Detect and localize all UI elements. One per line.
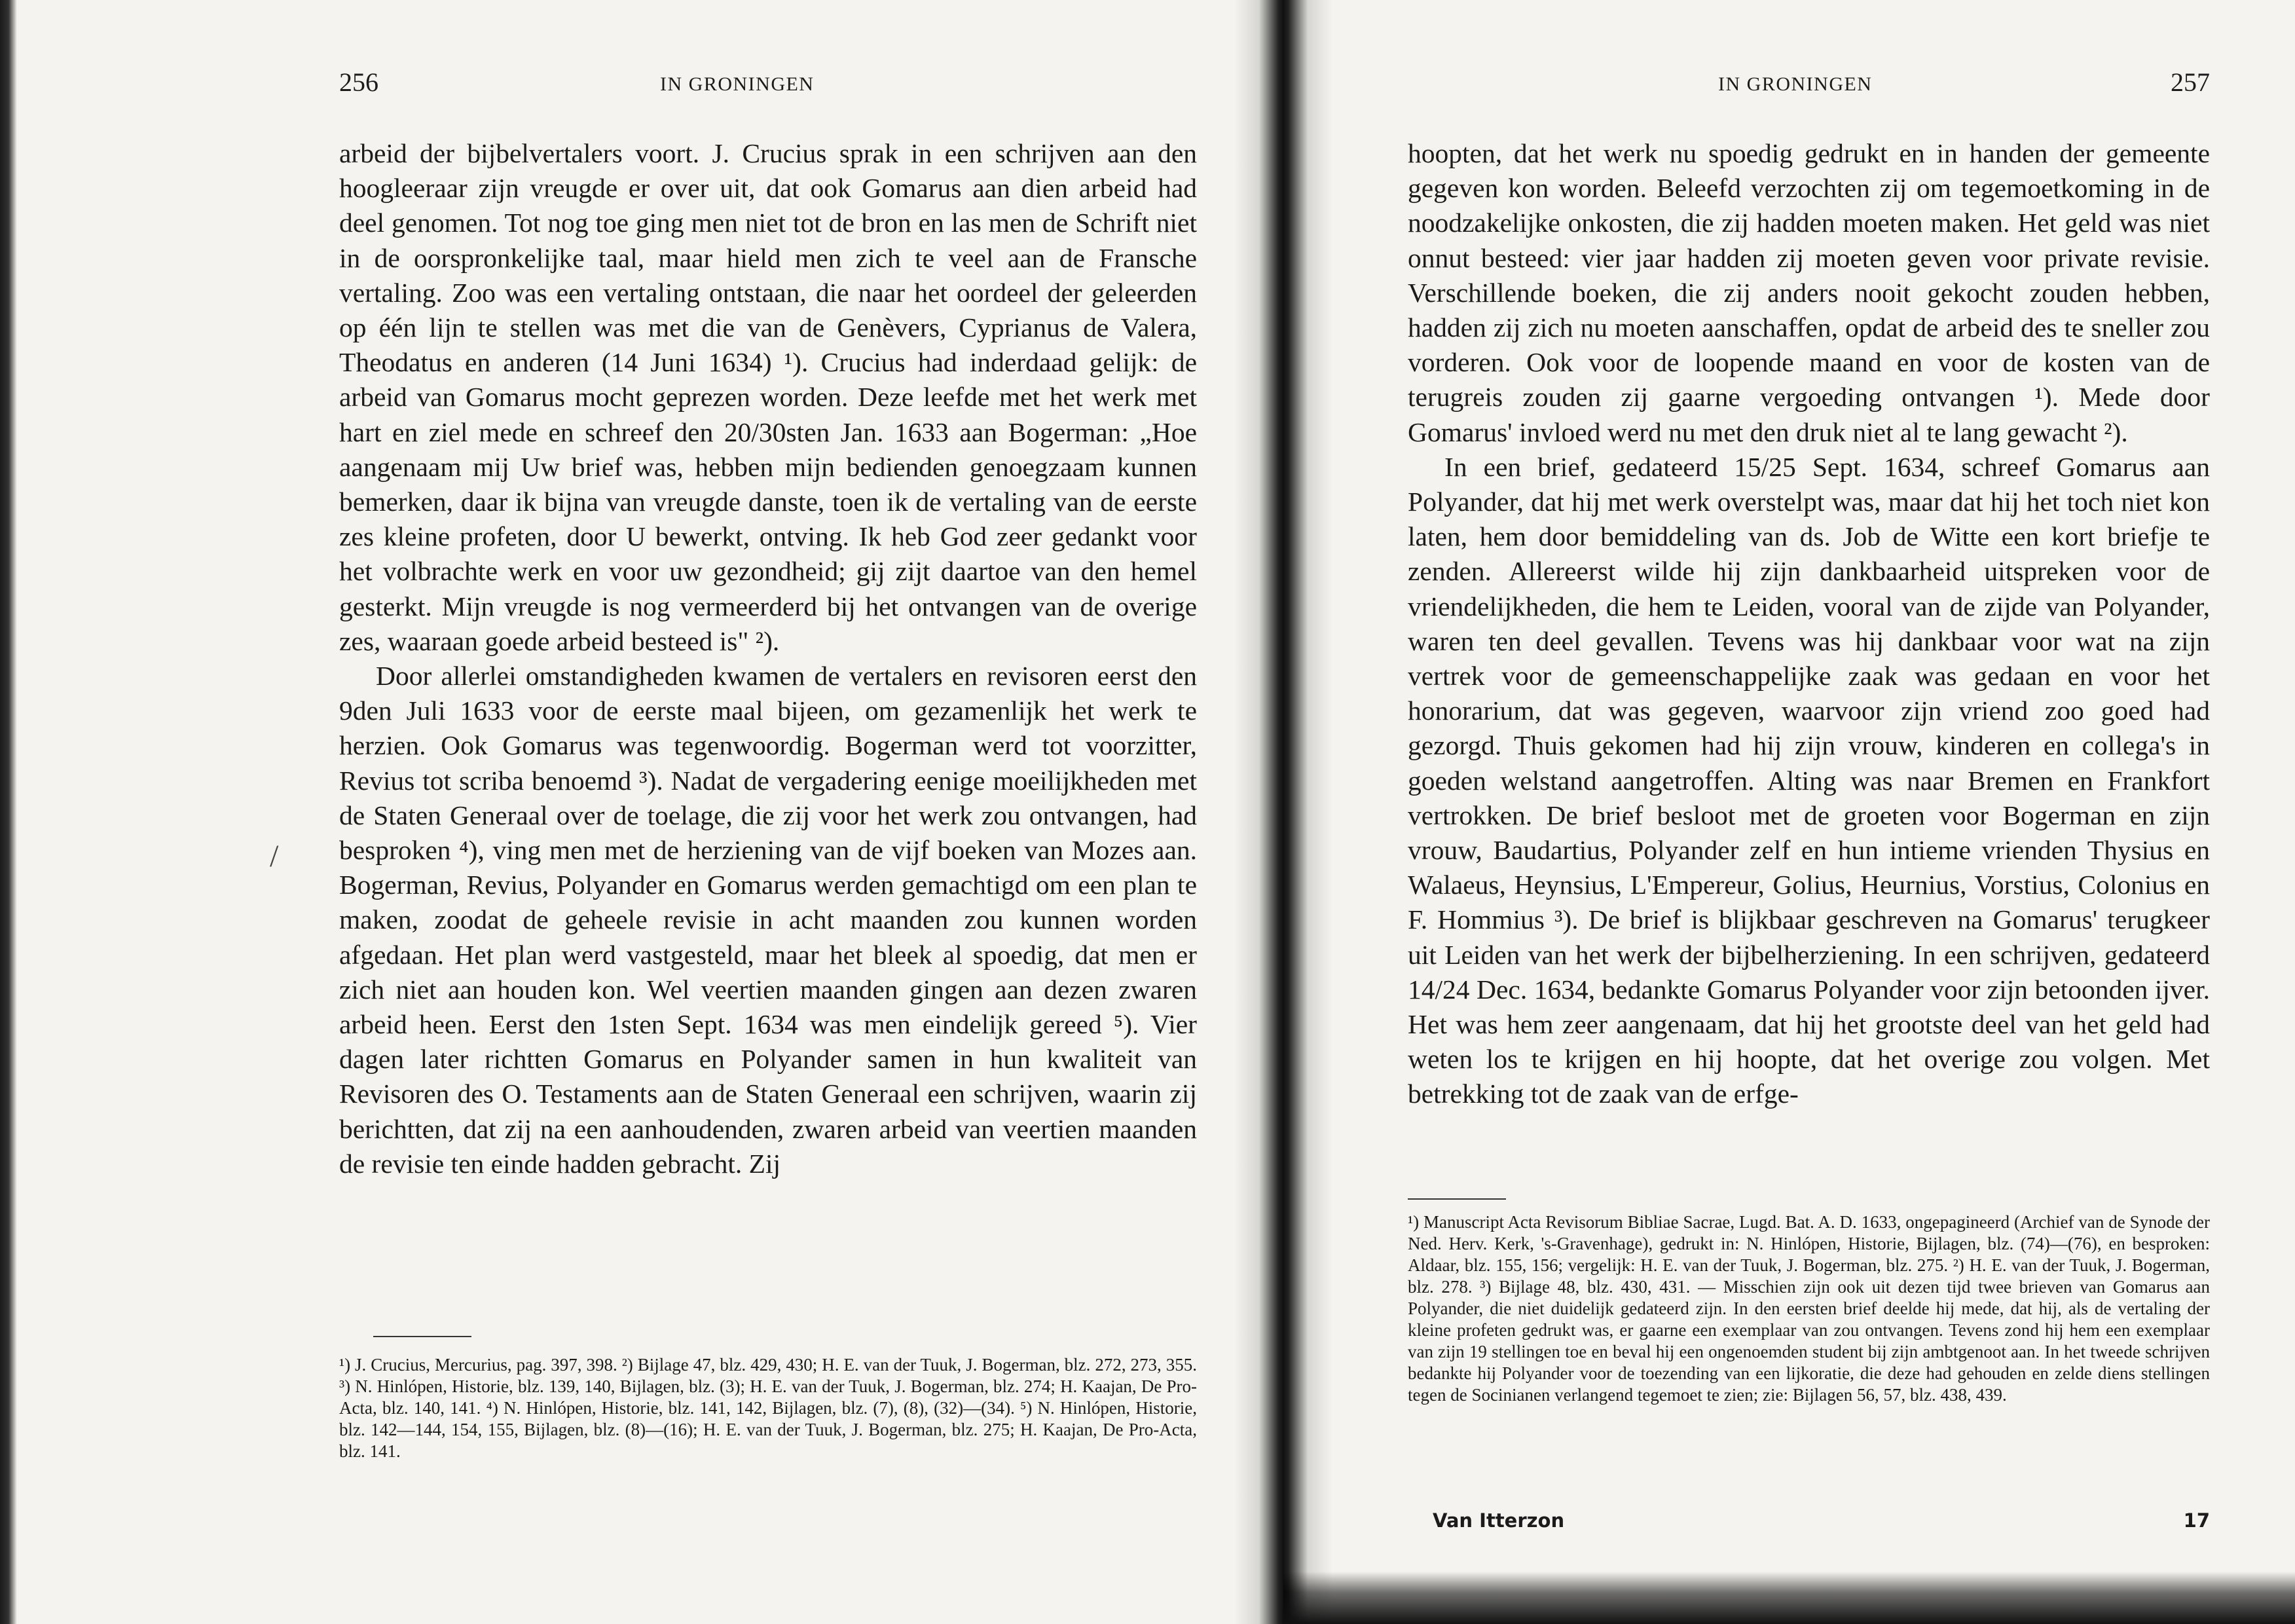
right-footnote-rule <box>1408 1198 1506 1200</box>
signature-name: Van Itterzon <box>1433 1509 1565 1532</box>
right-footnotes: ¹) Manuscript Acta Revisorum Bibliae Sacrae, Lugd. Bat. A. D. 1633, ongepagineerd (Archief van de Synode der Ned. Herv. Kerk, 's-Gravenhage), gedrukt in: N. Hinlópen, Historie, Bijlagen, blz. (74)—(76), en besproken: Aldaar, blz. 155, 156; vergelijk: H. E. van der Tuuk, J. Bogerman, blz. 275. ²) H. E. van der Tuuk, J. Bogerman, blz. 278. ³) Bijlage 48, blz. 430, 431. — Misschien zijn ook uit dezen tijd twee brieven van Gomarus aan Polyander, die niet duidelijk gedateerd zijn. In den eersten brief deelde hij mede, dat hij, als de vertaling der kleine profeten gedrukt was, er gaarne een exemplaar van zou ontvangen. Tevens zond hij hem een exemplaar van zijn 19 stellingen toe en beval hij een ongenoemden student bij zijn ambtgenoot aan. In het tweede schrijven bedankte hij Polyander voor de toezending van een lijkoratie, die deze had gehouden en zelde diens stellingen tegen de Socinianen verlangend tegemoet te zien; zie: Bijlagen 56, 57, blz. 438, 439. <box>1408 1212 2210 1405</box>
left-page <box>339 0 1197 1461</box>
left-running-head: IN GRONINGEN <box>660 73 815 95</box>
signature-number: 17 <box>2183 1509 2210 1532</box>
margin-pencil-mark: / <box>270 839 279 874</box>
right-paragraph: hoopten, dat het werk nu spoedig gedrukt en in handen der gemeente gegeven kon worden. Beleefd verzochten zij om tegemoetkoming in de noodzakelijke onkosten, die zij hadden moeten maken. Het geld was niet onnut besteed: vier jaar hadden zij moeten geven voor private revisie. Verschillende boeken, die zij anders nooit gekocht zouden hebben, hadden zij zich nu moeten aanschaffen, opdat de arbeid des te sneller zou vorderen. Ook voor de loopende maand en voor de kosten van de terugreis zouden zij gaarne vergoeding ontvangen ¹). Mede door Gomarus' invloed werd nu met den druk niet al te lang gewacht ²). <box>1408 138 2210 447</box>
book-gutter-shadow <box>1234 0 1332 1624</box>
left-footnote-rule <box>373 1336 471 1337</box>
right-page-number: 257 <box>2171 67 2210 97</box>
left-footnotes: ¹) J. Crucius, Mercurius, pag. 397, 398. ²) Bijlage 47, blz. 429, 430; H. E. van der Tuuk, J. Bogerman, blz. 272, 273, 355. ³) N. Hinlópen, Historie, blz. 139, 140, Bijlagen, blz. (3); H. E. van der Tuuk, J. Bogerman, blz. 274; H. Kaajan, De Pro-Acta, blz. 140, 141. ⁴) N. Hinlópen, Historie, blz. 141, 142, Bijlagen, blz. (7), (8), (32)—(34). ⁵) N. Hinlópen, Historie, blz. 142—144, 154, 155, Bijlagen, blz. (8)—(16); H. E. van der Tuuk, J. Bogerman, blz. 275; H. Kaajan, De Pro-Acta, blz. 141. <box>339 1355 1197 1461</box>
right-running-head: IN GRONINGEN <box>1718 73 1873 95</box>
left-paragraph: arbeid der bijbelvertalers voort. J. Crucius sprak in een schrijven aan den hoogleeraar zijn vreugde er over uit, dat ook Gomarus aan dien arbeid had deel genomen. Tot nog toe ging men niet tot de bron en las men de Schrift niet in de oorspronkelijke taal, maar hield men zich te veel aan de Fransche vertaling. Zoo was een vertaling ontstaan, die naar het oordeel der geleerden op één lijn te stellen was met die van de Genèvers, Cyprianus de Valera, Theodatus en anderen (14 Juni 1634) ¹). Crucius had inderdaad gelijk: de arbeid van Gomarus mocht geprezen worden. Deze leefde met het werk met hart en ziel mede en schreef den 20/30sten Jan. 1633 aan Bogerman: „Hoe aangenaam mij Uw brief was, hebben mijn bedienden genoegzaam kunnen bemerken, daar ik bijna van vreugde danste, toen ik de vertaling van de eerste zes kleine profeten, door U bewerkt, ontving. Ik heb God zeer gedankt voor het volbrachte werk en voor uw gezondheid; gij zijt daartoe van den hemel gesterkt. Mijn vreugde is nog vermeerderd bij het ontvangen van de overige zes, waaraan goede arbeid besteed is" ²). <box>339 138 1197 656</box>
bottom-edge-shadow <box>1283 1572 2295 1624</box>
left-page-edge-shadow <box>0 0 17 1624</box>
right-page <box>1408 0 2210 1532</box>
left-page-number: 256 <box>339 67 378 97</box>
right-paragraph: In een brief, gedateerd 15/25 Sept. 1634, schreef Gomarus aan Polyander, dat hij met werk overstelpt was, maar dat hij het toch niet kon laten, hem door bemiddeling van ds. Job de Witte een kort briefje te zenden. Allereerst wilde hij zijn dankbaarheid uitspreken voor de vriendelijkheden, die hem te Leiden, vooral van de zijde van Polyander, waren ten deel gevallen. Tevens was hij dankbaar voor wat na zijn vertrek voor de gemeenschappelijke zaak was gedaan en voor het honorarium, dat was gegeven, waarvoor zijn vriend zoo goed had gezorgd. Thuis gekomen had hij zijn vrouw, kinderen en collega's in goeden welstand aangetroffen. Alting was naar Bremen en Frankfort vertrokken. De brief besloot met de groeten voor Bogerman en zijn vrouw, Baudartius, Polyander zelf en hun intieme vrienden Thysius en Walaeus, Heynsius, L'Empereur, Golius, Heurnius, Vorstius, Colonius en F. Hommius ³). De brief is blijkbaar geschreven na Gomarus' terugkeer uit Leiden van het werk der bijbelherziening. In een schrijven, gedateerd 14/24 Dec. 1634, bedankte Gomarus Polyander voor zijn betoonden ijver. Het was hem zeer aangenaam, dat hij het grootste deel van het geld had weten los te krijgen en hij hoopte, dat het overige zou volgen. Met betrekking tot de zaak van de erfge- <box>1408 451 2210 1109</box>
left-paragraph: Door allerlei omstandigheden kwamen de vertalers en revisoren eerst den 9den Juli 1633 voor de eerste maal bijeen, om gezamenlijk het werk te herzien. Ook Gomarus was tegenwoordig. Bogerman werd tot voorzitter, Revius tot scriba benoemd ³). Nadat de vergadering eenige moeilijkheden met de Staten Generaal over de toelage, die zij voor het werk zou ontvangen, had besproken ⁴), ving men met de herziening van de vijf boeken van Mozes aan. Bogerman, Revius, Polyander en Gomarus werden gemachtigd om een plan te maken, zoodat de geheele revisie in acht maanden zou kunnen worden afgedaan. Het plan werd vastgesteld, maar het bleek al spoedig, dat men er zich niet aan houden kon. Wel veertien maanden gingen aan dezen zwaren arbeid heen. Eerst den 1sten Sept. 1634 was men eindelijk gereed ⁵). Vier dagen later richtten Gomarus en Polyander samen in hun kwaliteit van Revisoren des O. Testaments aan de Staten Generaal een schrijven, waarin zij berichtten, dat zij na een aanhoudenden, zwaren arbeid van veertien maanden de revisie ten einde hadden gebracht. Zij <box>339 661 1197 1179</box>
left-body-text <box>339 136 1197 1181</box>
right-body-text <box>1408 136 2210 1112</box>
left-running-header <box>339 0 1197 111</box>
right-running-header <box>1408 0 2210 111</box>
